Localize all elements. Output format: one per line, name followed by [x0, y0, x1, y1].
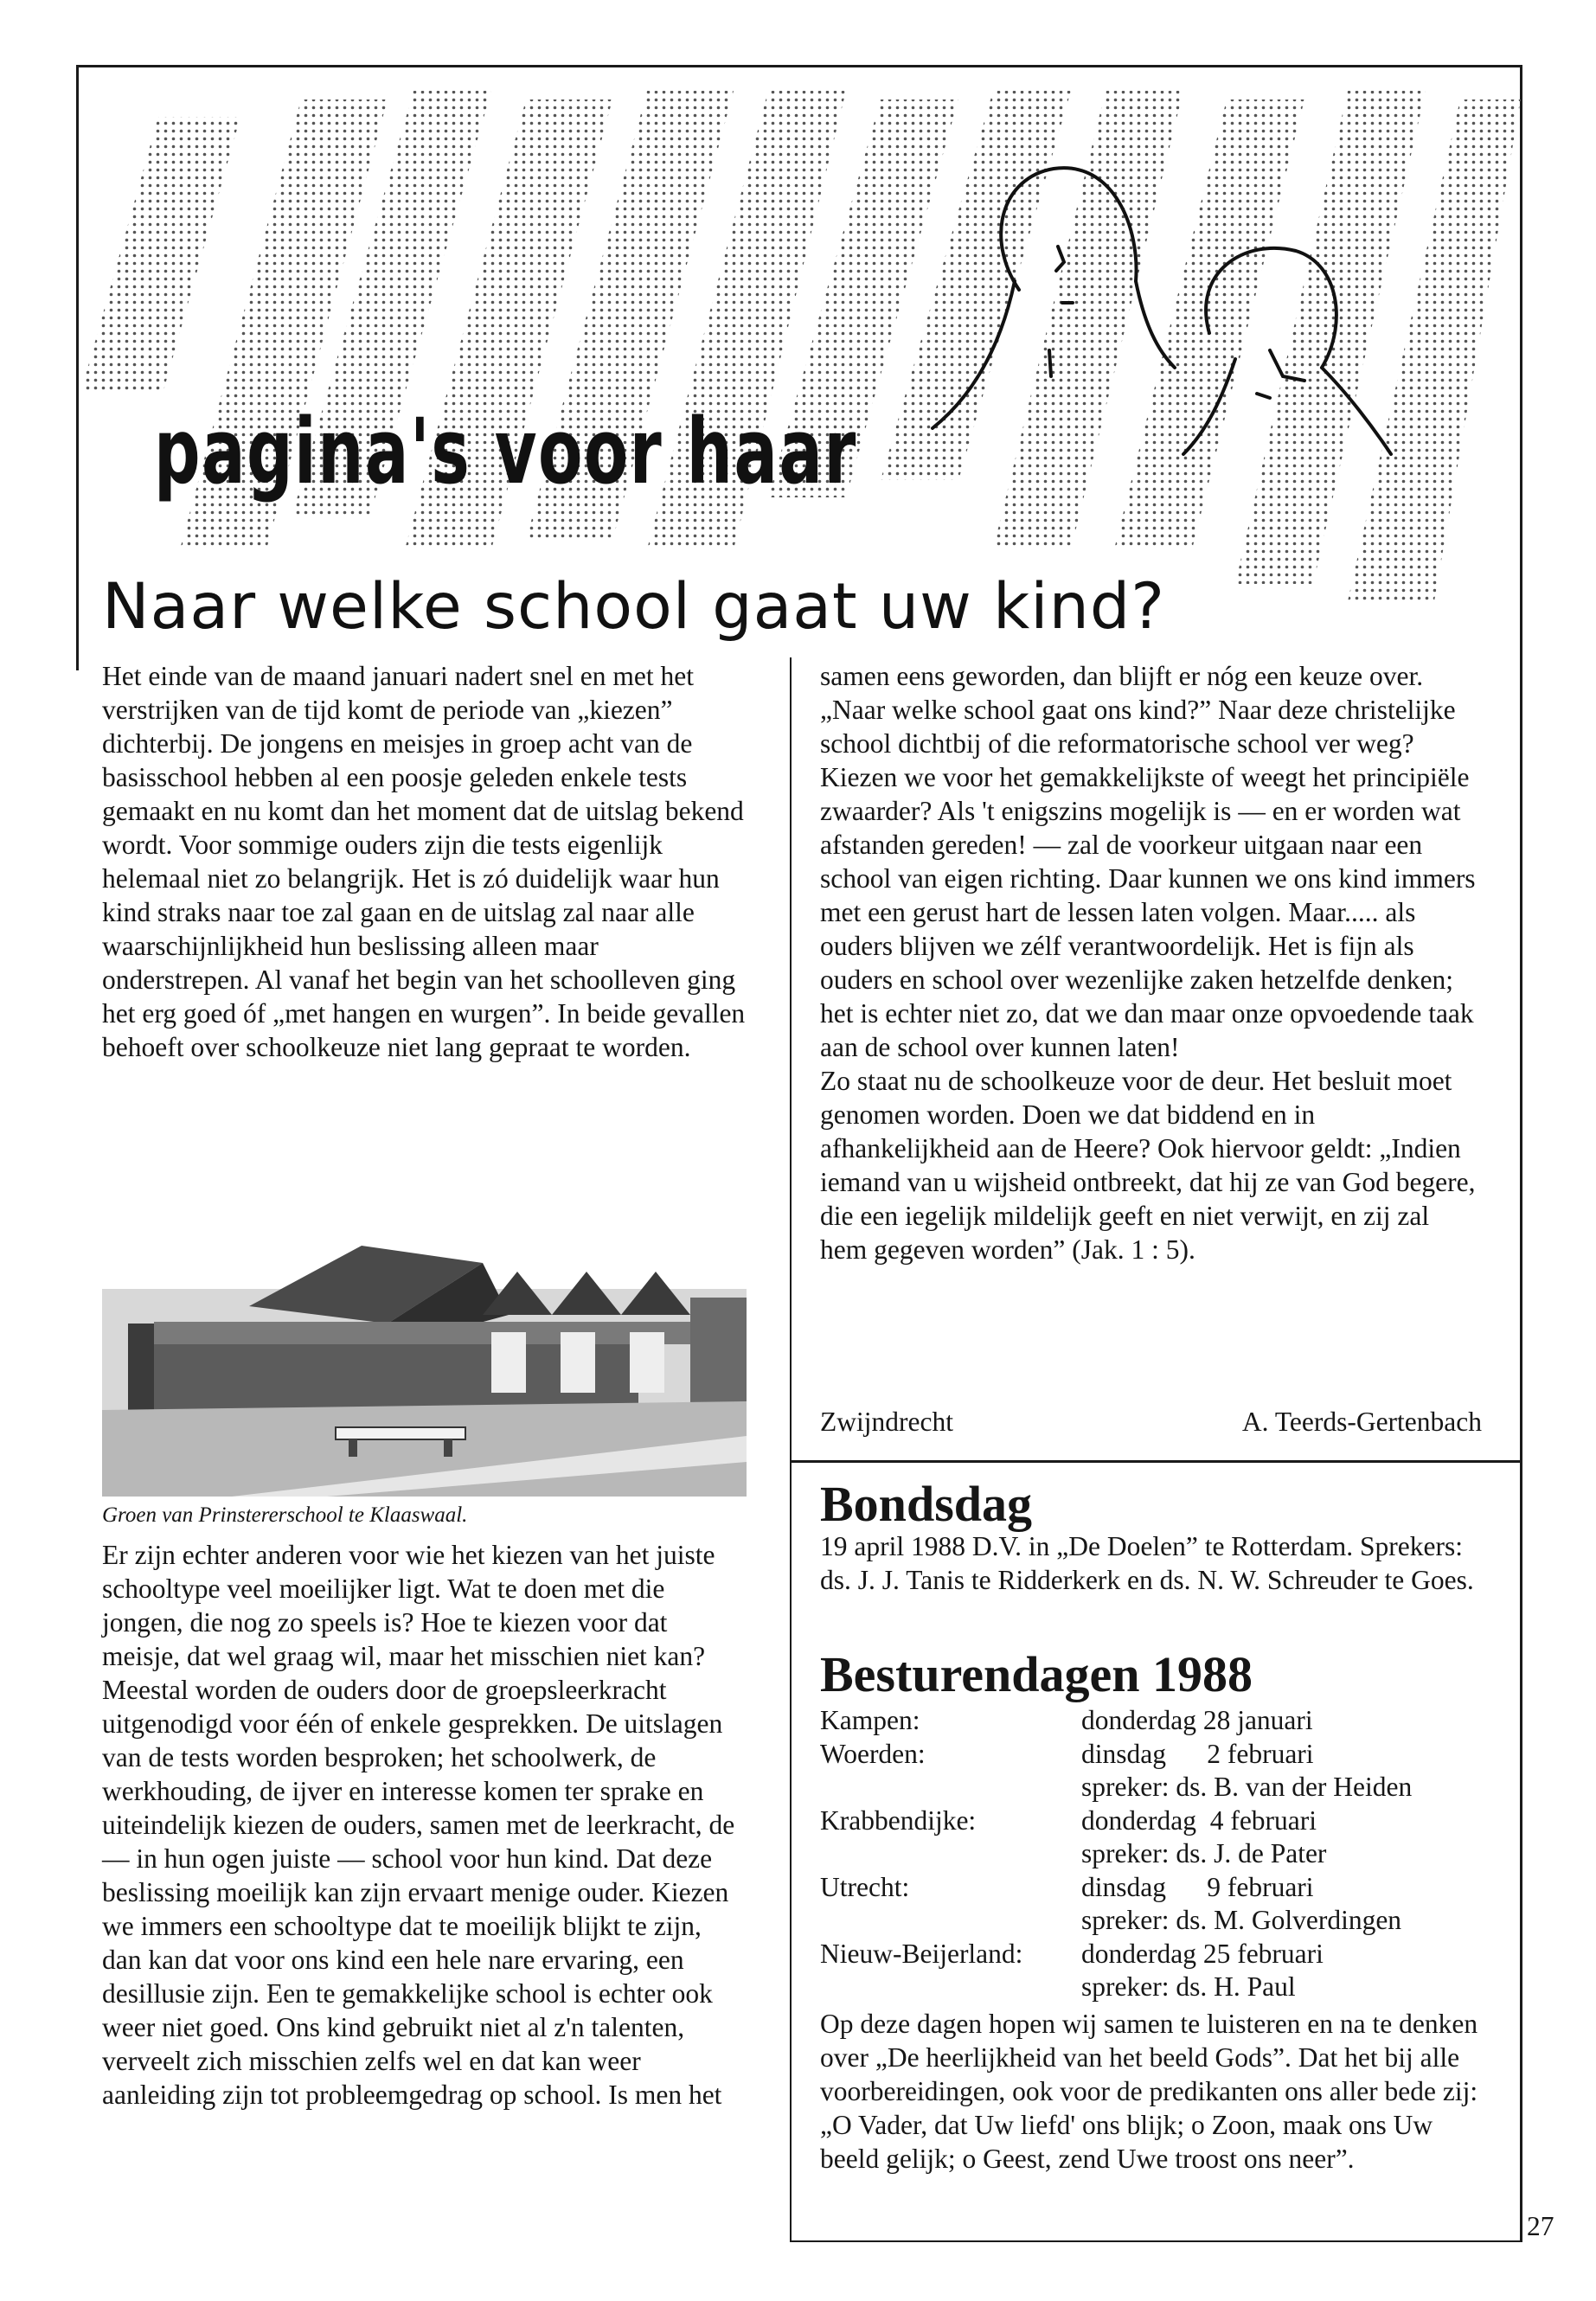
schedule-date: donderdag 28 januari — [1081, 1705, 1313, 1735]
schedule-place: Woerden: — [820, 1738, 926, 1769]
besturendagen-heading: Besturendagen 1988 — [820, 1646, 1253, 1702]
schedule-date: spreker: ds. H. Paul — [1081, 1971, 1296, 2002]
schedule-date: donderdag 4 februari — [1081, 1804, 1317, 1836]
bondsdag-text: 19 april 1988 D.V. in „De Doelen” te Rotterdam. Sprekers: ds. J. J. Tanis te Ridderkerk en ds. N. W. Schreuder te Goes. — [820, 1531, 1474, 1595]
page-number: 27 — [1527, 2211, 1554, 2241]
schedule-row — [820, 1938, 1412, 1971]
schedule-date: spreker: ds. B. van der Heiden — [1081, 1772, 1413, 1802]
school-photo — [102, 1211, 747, 1497]
schedule-place: Utrecht: — [820, 1871, 910, 1902]
schedule-place: Krabbendijke: — [820, 1804, 977, 1836]
bondsdag-heading: Bondsdag — [820, 1476, 1033, 1532]
schedule-date: dinsdag 9 februari — [1081, 1871, 1314, 1902]
box-top-rule — [790, 1460, 1522, 1463]
besturendagen-schedule — [820, 1704, 1412, 2004]
schedule-row — [820, 1771, 1412, 1804]
article-paragraph: Er zijn echter anderen voor wie het kiezen van het juiste schooltype veel moeilijker ligt. Wat te doen met die jongen, die nog zo speels is? Hoe te kiezen voor dat meisje, dat wel graag wil, maar het misschien niet kan? Meestal worden de ouders door de groepsleerkracht uitgenodigd voor één of enkele gesprekken. De uitslagen van de tests worden besproken; het schoolwerk, de werkhouding, de ijver en interesse komen ter sprake en uiteindelijk kiezen de ouders, samen met de leerkracht, de — in hun ogen juiste — school voor hun kind. Dat deze beslissing moeilijk kan zijn ervaart menige ouder. Kiezen we immers een schooltype dat te moeilijk blijkt te zijn, dan kan dat voor ons kind een hele nare ervaring, een desillusie zijn. Een te gemakkelijke school is echter ook weer niet goed. Ons kind gebruikt niet al z'n talenten, verveelt zich misschien zelfs wel en dat kan weer aanleiding zijn tot probleemgedrag op school. Is men het — [102, 1540, 735, 2110]
schedule-place — [820, 1971, 1081, 2004]
schedule-row — [820, 1804, 1412, 1838]
article-column-left-top — [102, 659, 747, 1064]
schedule-row — [820, 1704, 1412, 1738]
schedule-date: dinsdag 2 februari — [1081, 1738, 1314, 1769]
schedule-row — [820, 1871, 1412, 1905]
schedule-place: Nieuw-Beijerland: — [820, 1938, 1023, 1969]
signature-author: A. Teerds-Gertenbach — [1241, 1407, 1482, 1437]
schedule-place: Kampen: — [820, 1705, 920, 1735]
schedule-row — [820, 1738, 1412, 1772]
signature-place: Zwijndrecht — [820, 1407, 953, 1437]
schedule-place — [820, 1837, 1081, 1871]
box-left-rule — [790, 1460, 792, 2240]
article-column-left-bottom — [102, 1538, 747, 2112]
article-paragraph: Zo staat nu de schoolkeuze voor de deur. Het besluit moet genomen worden. Doen we dat biddend en in afhankelijkheid aan de Heere? Ook hiervoor geldt: „Indien iemand van u wijsheid ontbreekt, dat hij ze van God begere, die een iegelijk mildelijk geeft en niet verwijt, en zij zal hem gegeven worden” (Jak. 1 : 5). — [820, 1066, 1476, 1265]
schedule-row — [820, 1971, 1412, 2004]
schedule-date: spreker: ds. J. de Pater — [1081, 1838, 1327, 1868]
schedule-date: spreker: ds. M. Golverdingen — [1081, 1905, 1402, 1935]
article-signature — [820, 1407, 1482, 1438]
header-illustration — [76, 65, 1522, 627]
dotted-stripes — [80, 91, 1521, 601]
schedule-row — [820, 1904, 1412, 1938]
brand-logo: pagina's voor haar — [154, 399, 857, 504]
page-title: Naar welke school gaat uw kind? — [102, 570, 1165, 644]
schedule-place — [820, 1904, 1081, 1938]
article-paragraph: samen eens geworden, dan blijft er nóg een keuze over. „Naar welke school gaat ons kind?” Naar deze christelijke school dichtbij of die reformatorische school ver weg? Kiezen we voor het gemakkelijkste of weegt het principiële zwaarder? Als 't enigszins mogelijk is — en er worden wat afstanden gereden! — zal de voorkeur uitgaan naar een school van eigen richting. Daar kunnen we ons kind immers met een gerust hart de lessen laten volgen. Maar..... als ouders blijven we zélf verantwoordelijk. Het is fijn als ouders en school over wezenlijke zaken hetzelfde denken; het is echter niet zo, dat we dan maar onze opvoedende taak aan de school over kunnen laten! — [820, 661, 1476, 1062]
article-column-right — [820, 659, 1482, 1266]
schedule-row — [820, 1837, 1412, 1871]
photo-caption: Groen van Prinstererschool te Klaaswaal. — [102, 1503, 468, 1527]
column-divider — [790, 657, 792, 1462]
besturendagen-closing: Op deze dagen hopen wij samen te luisteren en na te denken over „De heerlijkheid van het beeld Gods”. Dat het bij alle voorbereidingen, ook voor de predikanten ons aller bede zij: „O Vader, dat Uw liefd' ons blijk; o Zoon, maak ons Uw beeld gelijk; o Geest, zend Uwe troost ons neer”. — [820, 2009, 1478, 2174]
schedule-place — [820, 1771, 1081, 1804]
schedule-date: donderdag 25 februari — [1081, 1938, 1324, 1969]
article-paragraph: Het einde van de maand januari nadert snel en met het verstrijken van de tijd komt de periode van „kiezen” dichterbij. De jongens en meisjes in groep acht van de basisschool hebben al een poosje geleden enkele tests gemaakt en nu komt dan het moment dat de uitslag bekend wordt. Voor sommige ouders zijn die tests eigenlijk helemaal niet zo belangrijk. Het is zó duidelijk waar hun kind straks naar toe zal gaan en de uitslag zal naar alle waarschijnlijkheid hun beslissing alleen maar onderstrepen. Al vanaf het begin van het schoolleven ging het erg goed óf „met hangen en wurgen”. In beide gevallen behoeft over schoolkeuze niet lang gepraat te worden. — [102, 661, 746, 1062]
box-bottom-rule — [790, 2240, 1522, 2242]
